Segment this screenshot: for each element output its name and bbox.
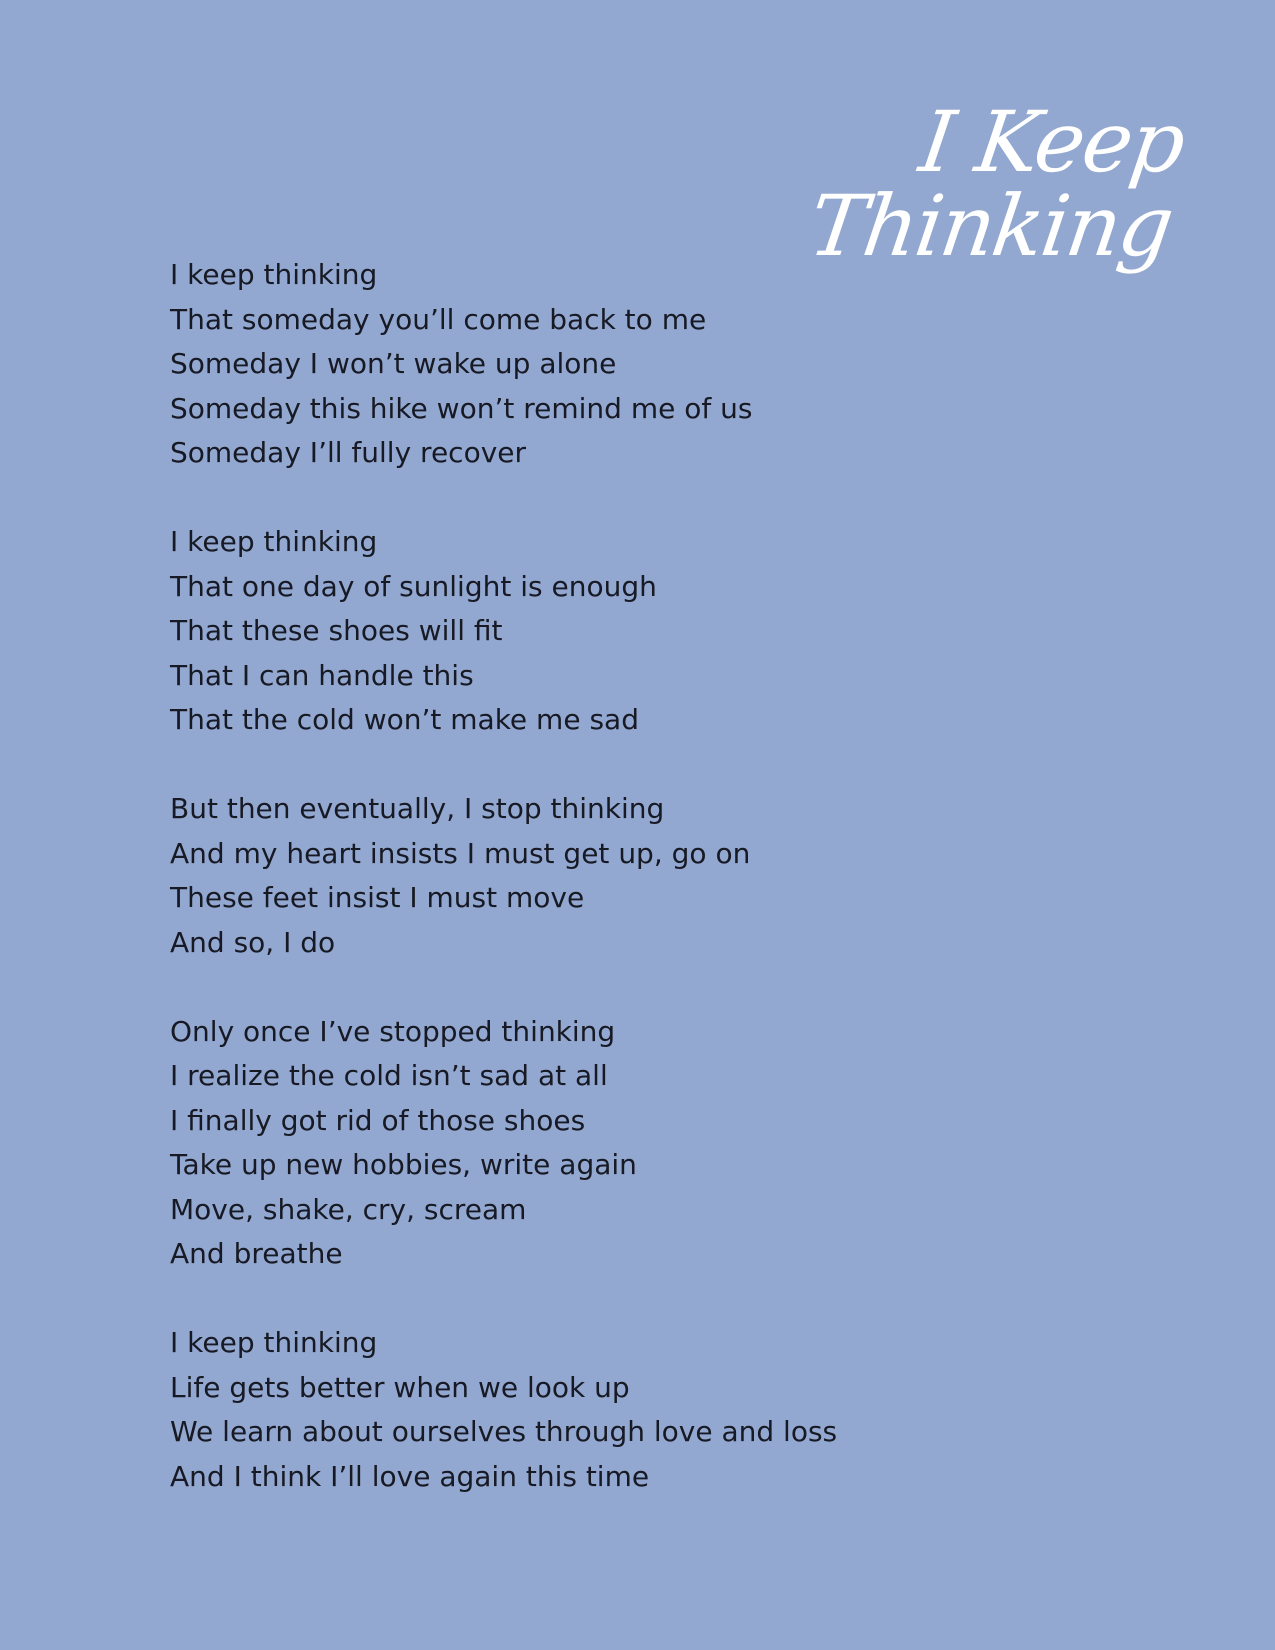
poem-line: Someday I won’t wake up alone xyxy=(170,347,617,380)
poem-line: I realize the cold isn’t sad at all xyxy=(170,1059,608,1092)
poem-line: Only once I’ve stopped thinking xyxy=(170,1014,616,1048)
poem-line: That the cold won’t make me sad xyxy=(170,703,639,736)
poem-line: And my heart insists I must get up, go on xyxy=(170,836,751,870)
poem-line: I keep thinking xyxy=(170,258,378,291)
stanza xyxy=(170,787,1070,965)
stanza xyxy=(170,253,1070,476)
poem-line: I keep thinking xyxy=(170,525,378,558)
poem-line: That one day of sunlight is enough xyxy=(170,569,657,603)
poem-line: Move, shake, cry, scream xyxy=(170,1192,527,1226)
poem-line: And breathe xyxy=(170,1237,343,1270)
poem-line: That I can handle this xyxy=(170,658,474,692)
poem-line: And I think I’ll love again this time xyxy=(170,1459,650,1493)
poem-title: I Keep Thinking xyxy=(803,93,1190,275)
poem-line: Someday I’ll fully recover xyxy=(170,436,527,469)
stanza xyxy=(170,1321,1070,1499)
poem-line: Take up new hobbies, write again xyxy=(170,1148,637,1181)
poem-line: I keep thinking xyxy=(170,1326,378,1359)
poem-line: Someday this hike won’t remind me of us xyxy=(170,391,753,425)
stanza xyxy=(170,1010,1070,1277)
stanza xyxy=(170,520,1070,743)
poem-line: That these shoes will fit xyxy=(170,614,503,647)
poem-line: But then eventually, I stop thinking xyxy=(170,792,665,825)
poem-body xyxy=(170,253,1070,1499)
poem-line: And so, I do xyxy=(170,925,336,959)
poem-line: Life gets better when we look up xyxy=(170,1370,630,1404)
poem-line: We learn about ourselves through love and loss xyxy=(170,1415,838,1448)
poem-line: I finally got rid of those shoes xyxy=(170,1103,586,1137)
poem-line: These feet insist I must move xyxy=(170,881,585,914)
poem-line: That someday you’ll come back to me xyxy=(170,302,707,336)
